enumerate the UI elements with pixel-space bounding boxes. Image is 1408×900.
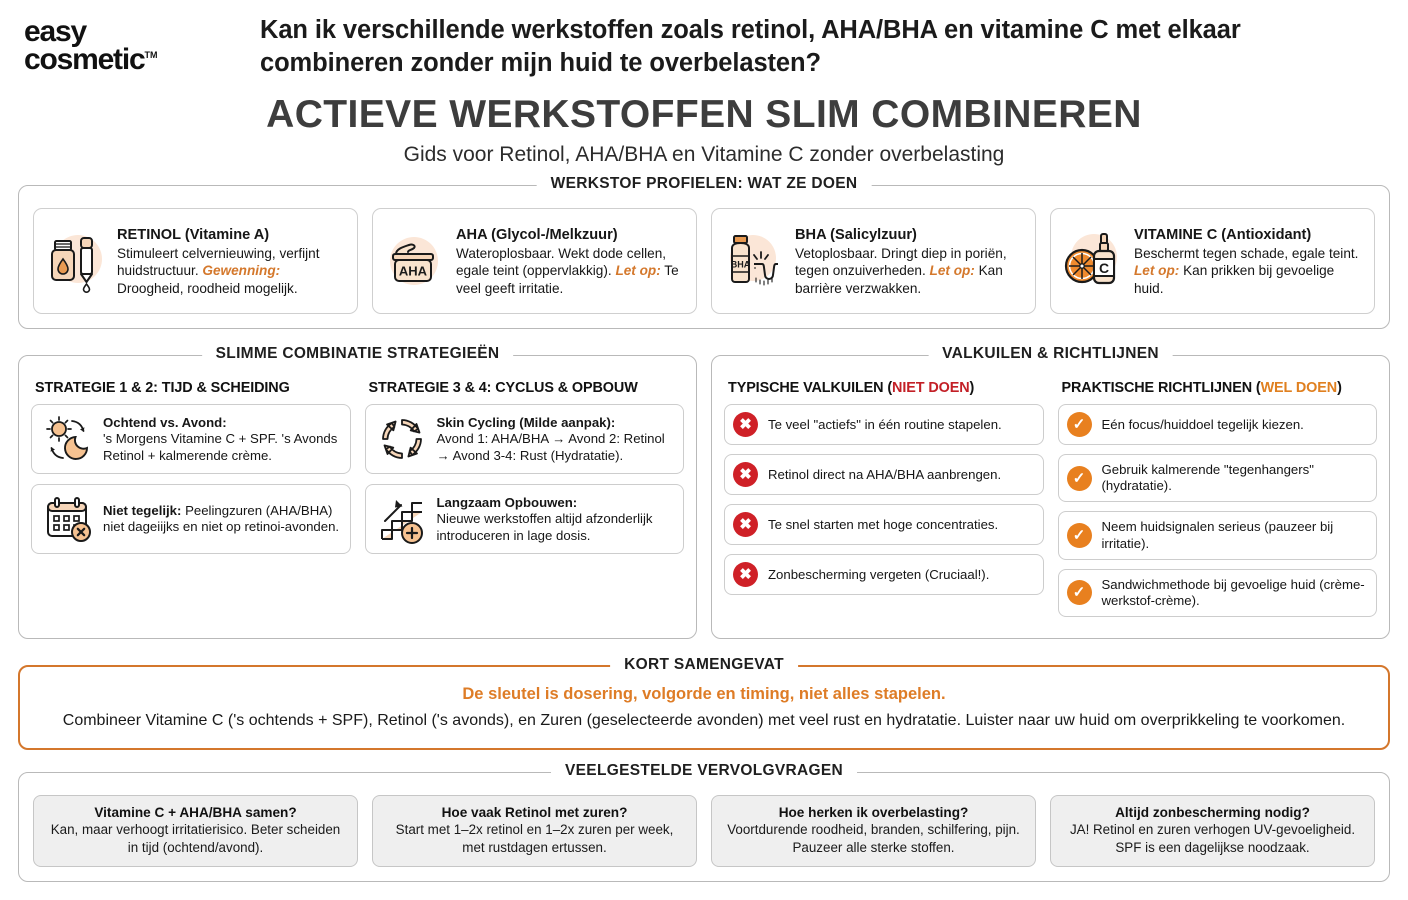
page-subtitle: Gids voor Retinol, AHA/BHA en Vitamine C zonder overbelasting xyxy=(403,143,1005,167)
aha-jar-icon xyxy=(381,228,447,294)
list-item xyxy=(724,454,1044,495)
faq-answer: Start met 1–2x retinol en 1–2x zuren per week, met rustdagen ertussen. xyxy=(395,821,674,855)
strategy-label: Langzaam Opbouwen: xyxy=(436,494,578,510)
pitfalls-do-heading xyxy=(1062,380,1378,396)
list-item xyxy=(724,504,1044,545)
calendar-x-icon xyxy=(42,493,94,545)
pitfall-text: Te snel starten met hoge concentraties. xyxy=(768,516,999,532)
pitfalls-panel xyxy=(711,345,1390,639)
x-circle-icon: ✖ xyxy=(733,462,758,487)
profile-warn-label: Let op: xyxy=(1134,263,1180,279)
x-circle-icon: ✖ xyxy=(733,512,758,537)
heading-main: TYPISCHE VALKUILEN ( xyxy=(728,380,893,397)
list-item xyxy=(1058,454,1378,502)
list-item xyxy=(1058,404,1378,445)
profile-body: Stimuleert celvernieuwing, verfijnt huidstructuur. xyxy=(117,246,320,279)
strategy-column-1-heading: STRATEGIE 1 & 2: TIJD & SCHEIDING xyxy=(35,380,290,397)
profile-name: BHA (Salicylzuur) xyxy=(795,226,917,243)
faq-card xyxy=(1050,795,1375,867)
strategy-label: Ochtend vs. Avond: xyxy=(103,414,227,430)
strategy-label: Niet tegelijk: xyxy=(103,502,182,518)
profile-text-bha xyxy=(795,226,1024,297)
strategies-panel xyxy=(18,345,697,639)
pitfall-text: Retinol direct na AHA/BHA aanbrengen. xyxy=(768,466,1002,482)
profiles-list xyxy=(33,208,1375,314)
svg-text:AHA: AHA xyxy=(398,263,428,279)
svg-text:C: C xyxy=(1098,260,1110,277)
sun-moon-cycle-icon xyxy=(42,413,94,465)
summary-body: Combineer Vitamine C ('s ochtends + SPF), Retinol ('s avonds), en Zuren (geselecteerde avonden) met veel rust en hydratatie. Luister naar uw huid om overprikkeling te voorkomen. xyxy=(62,711,1346,729)
check-circle-icon: ✓ xyxy=(1067,523,1092,548)
strategy-text-slow-build xyxy=(437,495,674,545)
strategy-text-skin-cycling xyxy=(437,415,674,465)
strategy-card-slow-build xyxy=(365,484,685,554)
strategy-column-2 xyxy=(365,378,685,564)
summary-lead: De sleutel is dosering, volgorde en timing, niet alles stapelen. xyxy=(462,684,946,703)
profile-card-bha xyxy=(711,208,1036,314)
heading-tail: ) xyxy=(1337,380,1342,397)
profile-text-vitamin-c xyxy=(1134,226,1363,297)
profile-body: Beschermt tegen schade, egale teint. xyxy=(1134,246,1359,262)
faq-question: Vitamine C + AHA/BHA samen? xyxy=(94,804,297,820)
strategy-body: Peelingzuren (AHA/BHA) niet dageiijks en niet op retinoi-avonden. xyxy=(103,502,340,535)
profile-warn-body: Te veel geeft irritatie. xyxy=(456,263,679,296)
dropper-bottle-icon xyxy=(42,228,108,294)
strategy-card-morning-evening xyxy=(31,404,351,474)
x-circle-icon: ✖ xyxy=(733,562,758,587)
pitfall-text: Zonbescherming vergeten (Cruciaal!). xyxy=(768,566,990,582)
strategy-body: Nieuwe werkstoffen altijd afzonderlijk introduceren in lage dosis. xyxy=(436,511,653,543)
stairs-plus-icon xyxy=(376,493,428,545)
profile-warn-label: Let op: xyxy=(615,263,661,279)
profile-warn-label: Let op: xyxy=(929,263,975,279)
check-circle-icon: ✓ xyxy=(1067,412,1092,437)
brand-logo-line2-text: cosmetic xyxy=(24,42,145,76)
list-item xyxy=(724,554,1044,595)
strategy-column-2-heading: STRATEGIE 3 & 4: CYCLUS & OPBOUW xyxy=(368,380,638,397)
profile-warn-body: Droogheid, roodheid mogelijk. xyxy=(117,280,298,296)
brand-logo-line2 xyxy=(24,42,158,76)
strategies-panel-title: SLIMME COMBINATIE STRATEGIEËN xyxy=(202,345,514,363)
pitfalls-dont-column xyxy=(724,378,1044,626)
profile-card-retinol xyxy=(33,208,358,314)
profiles-panel-title: WERKSTOF PROFIELEN: WAT ZE DOEN xyxy=(537,175,872,193)
guideline-text: Gebruik kalmerende "tegenhangers" (hydratatie). xyxy=(1101,462,1314,494)
strategy-text-morning-evening xyxy=(103,415,340,465)
guideline-text: Sandwichmethode bij gevoelige huid (crème-werkstof-crème). xyxy=(1101,576,1365,608)
check-circle-icon: ✓ xyxy=(1067,466,1092,491)
profile-text-aha xyxy=(456,226,685,297)
strategy-body: Avond 1: AHA/BHA → Avond 2: Retinol → Avond 3-4: Rust (Hydratatie). xyxy=(436,431,665,463)
page-title: ACTIEVE WERKSTOFFEN SLIM COMBINEREN xyxy=(266,93,1142,137)
profiles-panel xyxy=(18,175,1390,329)
heading-accent: NIET DOEN xyxy=(892,380,970,397)
heading-tail: ) xyxy=(969,380,975,397)
pitfalls-columns xyxy=(724,378,1377,626)
profile-card-vitamin-c xyxy=(1050,208,1375,314)
profile-warn-label: Gewenning: xyxy=(202,263,281,279)
faq-question: Altijd zonbescherming nodig? xyxy=(1115,804,1310,820)
bha-bottle-pore-icon xyxy=(720,228,786,294)
guideline-text: Neem huidsignalen serieus (pauzeer bij irritatie). xyxy=(1101,519,1334,551)
faq-card xyxy=(33,795,358,867)
mid-row xyxy=(18,345,1390,639)
faq-question: Hoe herken ik overbelasting? xyxy=(778,804,969,820)
profile-name: RETINOL (Vitamine A) xyxy=(117,226,270,243)
faq-question: Hoe vaak Retinol met zuren? xyxy=(441,804,628,820)
profile-body: Vetoplosbaar. Dringt diep in poriën, tegen onzuiverheden. xyxy=(795,246,1007,279)
faq-panel-title: VEELGESTELDE VERVOLGVRAGEN xyxy=(551,762,857,780)
list-item xyxy=(1058,511,1378,559)
summary-panel xyxy=(18,655,1390,750)
strategy-label: Skin Cycling (Milde aanpak): xyxy=(436,414,616,430)
pitfall-text: Te veel "actiefs" in één routine stapelen. xyxy=(768,416,1002,432)
title-block xyxy=(0,93,1408,167)
faq-panel xyxy=(18,761,1390,882)
strategies-columns xyxy=(31,378,684,564)
brand-logo-line1: easy xyxy=(24,15,86,48)
pitfalls-dont-heading xyxy=(728,380,1044,396)
trademark-mark: TM xyxy=(144,49,158,60)
profile-name: AHA (Glycol-/Melkzuur) xyxy=(456,226,618,243)
orange-serum-icon xyxy=(1059,228,1125,294)
strategy-column-1 xyxy=(31,378,351,564)
profile-card-aha xyxy=(372,208,697,314)
faq-list xyxy=(33,795,1375,867)
strategy-text-not-together xyxy=(103,503,340,536)
profile-warn-body: Kan prikken bij gevoelige huid. xyxy=(1134,263,1335,296)
svg-text:BHA: BHA xyxy=(730,259,751,270)
strategy-body: 's Morgens Vitamine C + SPF. 's Avonds Retinol + kalmerende crème. xyxy=(103,431,338,463)
headline-question: Kan ik verschillende werkstoffen zoals retinol, AHA/BHA en vitamine C met elkaar combineren zonder mijn huid te overbelasten? xyxy=(260,16,1241,77)
strategy-card-not-together xyxy=(31,484,351,554)
list-item xyxy=(724,404,1044,445)
profile-warn-body: Kan barrière verzwakken. xyxy=(795,263,1003,296)
heading-main: PRAKTISCHE RICHTLIJNEN ( xyxy=(1061,380,1261,397)
profile-name: VITAMINE C (Antioxidant) xyxy=(1134,226,1312,243)
faq-card xyxy=(372,795,697,867)
pitfalls-panel-title: VALKUILEN & RICHTLIJNEN xyxy=(928,345,1173,363)
cycle-arrows-icon xyxy=(376,413,428,465)
x-circle-icon: ✖ xyxy=(733,412,758,437)
list-item xyxy=(1058,569,1378,617)
profile-text-retinol xyxy=(117,226,346,297)
heading-accent: WEL DOEN xyxy=(1260,380,1338,397)
faq-answer: JA! Retinol en zuren verhogen UV-gevoeligheid. SPF is een dagelijkse noodzaak. xyxy=(1069,821,1356,855)
summary-panel-title: KORT SAMENGEVAT xyxy=(610,656,798,674)
guideline-text: Eén focus/huiddoel tegelijk kiezen. xyxy=(1101,416,1304,432)
strategy-card-skin-cycling xyxy=(365,404,685,474)
pitfalls-do-column xyxy=(1058,378,1378,626)
profile-body: Wateroplosbaar. Wekt dode cellen, egale teint (oppervlakkig). xyxy=(456,246,667,279)
faq-answer: Voortdurende roodheid, branden, schilfering, pijn. Pauzeer alle sterke stoffen. xyxy=(727,821,1020,855)
brand-logo xyxy=(24,14,184,74)
faq-answer: Kan, maar verhoogt irritatierisico. Beter scheiden in tijd (ochtend/avond). xyxy=(50,821,341,855)
header xyxy=(0,0,1408,79)
check-circle-icon: ✓ xyxy=(1067,580,1092,605)
faq-card xyxy=(711,795,1036,867)
